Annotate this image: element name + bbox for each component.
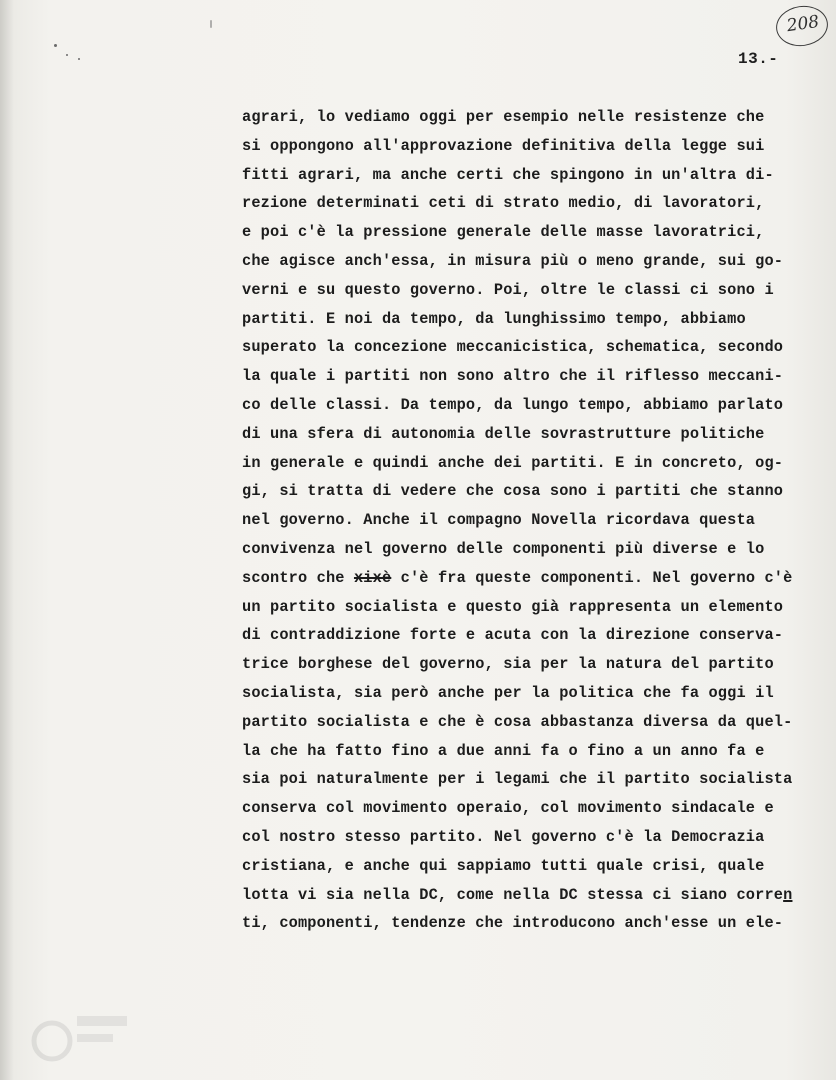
folio-number: 208 [785, 11, 821, 37]
ink-speck [210, 20, 212, 28]
text-line [242, 420, 832, 449]
text-line [242, 449, 832, 478]
text-line [242, 564, 832, 593]
text-segment: che agisce anch'essa, in misura più o meno grande, sui go- [242, 251, 784, 270]
ink-speck [66, 54, 68, 56]
text-segment: conserva col movimento operaio, col movimento sindacale e [242, 799, 774, 818]
text-segment: ti, componenti, tendenze che introducono anch'esse un ele- [242, 914, 784, 933]
text-line [242, 852, 832, 881]
text-segment: fitti agrari, ma anche certi che spingono in un'altra di- [242, 165, 774, 184]
text-segment: un partito socialista e questo già rappresenta un elemento [242, 597, 784, 616]
text-line [242, 823, 832, 852]
text-segment: di contraddizione forte e acuta con la direzione conserva- [242, 626, 784, 645]
text-segment: verni e su questo governo. Poi, oltre le classi ci sono i [242, 280, 774, 299]
text-segment: c'è fra queste componenti. Nel governo c'è [391, 568, 793, 587]
ink-speck [54, 44, 57, 47]
text-segment: socialista, sia però anche per la politica che fa oggi il [242, 683, 774, 702]
text-segment: cristiana, e anche qui sappiamo tutti quale crisi, quale [242, 856, 765, 875]
text-segment: di una sfera di autonomia delle sovrastrutture politiche [242, 424, 765, 443]
struck-out-word: xixè [353, 568, 392, 587]
text-segment: agrari, lo vediamo oggi per esempio nelle resistenze che [242, 108, 765, 126]
text-segment: co delle classi. Da tempo, da lungo tempo, abbiamo parlato [242, 395, 784, 414]
text-segment: la che ha fatto fino a due anni fa o fino a un anno fa e [242, 741, 765, 760]
text-line [242, 765, 832, 794]
text-segment: partito socialista e che è cosa abbastanza diversa da quel- [242, 712, 793, 731]
text-line [242, 218, 832, 247]
text-segment: sia poi naturalmente per i legami che il partito socialista [242, 770, 793, 789]
ink-speck [78, 58, 80, 60]
text-segment: si oppongono all'approvazione definitiva della legge sui [242, 136, 765, 155]
page-edge-shadow [0, 0, 14, 1080]
text-line [242, 909, 832, 938]
archive-watermark [22, 996, 142, 1066]
text-line [242, 737, 832, 766]
page-number: 13.- [738, 50, 779, 68]
typewritten-body [242, 103, 832, 938]
text-segment: gi, si tratta di vedere che cosa sono i partiti che stanno [242, 482, 784, 501]
text-line [242, 391, 832, 420]
text-line [242, 650, 832, 679]
text-segment: partiti. E noi da tempo, da lunghissimo tempo, abbiamo [242, 309, 746, 328]
text-line [242, 161, 832, 190]
text-segment: trice borghese del governo, sia per la natura del partito [242, 655, 774, 674]
text-segment: col nostro stesso partito. Nel governo c'è la Democrazia [242, 827, 765, 846]
text-line [242, 132, 832, 161]
text-segment: e poi c'è la pressione generale delle masse lavoratrici, [242, 223, 765, 242]
text-line [242, 477, 832, 506]
text-line [242, 535, 832, 564]
underlined-fragment: n [783, 885, 793, 904]
text-line [242, 362, 832, 391]
text-line [242, 333, 832, 362]
text-line [242, 708, 832, 737]
text-line [242, 679, 832, 708]
text-line [242, 621, 832, 650]
text-line [242, 189, 832, 218]
text-line [242, 276, 832, 305]
text-segment: scontro che [242, 568, 354, 587]
text-line [242, 103, 832, 132]
text-segment: convivenza nel governo delle componenti più diverse e lo [242, 539, 765, 558]
text-line [242, 305, 832, 334]
text-line [242, 794, 832, 823]
text-segment: lotta vi sia nella DC, come nella DC stessa ci siano corre [242, 885, 784, 904]
text-segment: rezione determinati ceti di strato medio, di lavoratori, [242, 194, 765, 213]
text-line [242, 506, 832, 535]
text-line [242, 881, 832, 910]
text-segment: superato la concezione meccanicistica, schematica, secondo [242, 338, 784, 357]
text-line [242, 247, 832, 276]
text-segment: nel governo. Anche il compagno Novella ricordava questa [242, 511, 756, 530]
text-segment: in generale e quindi anche dei partiti. E in concreto, og- [242, 453, 784, 472]
text-line [242, 593, 832, 622]
text-segment: la quale i partiti non sono altro che il riflesso meccani- [242, 367, 784, 386]
